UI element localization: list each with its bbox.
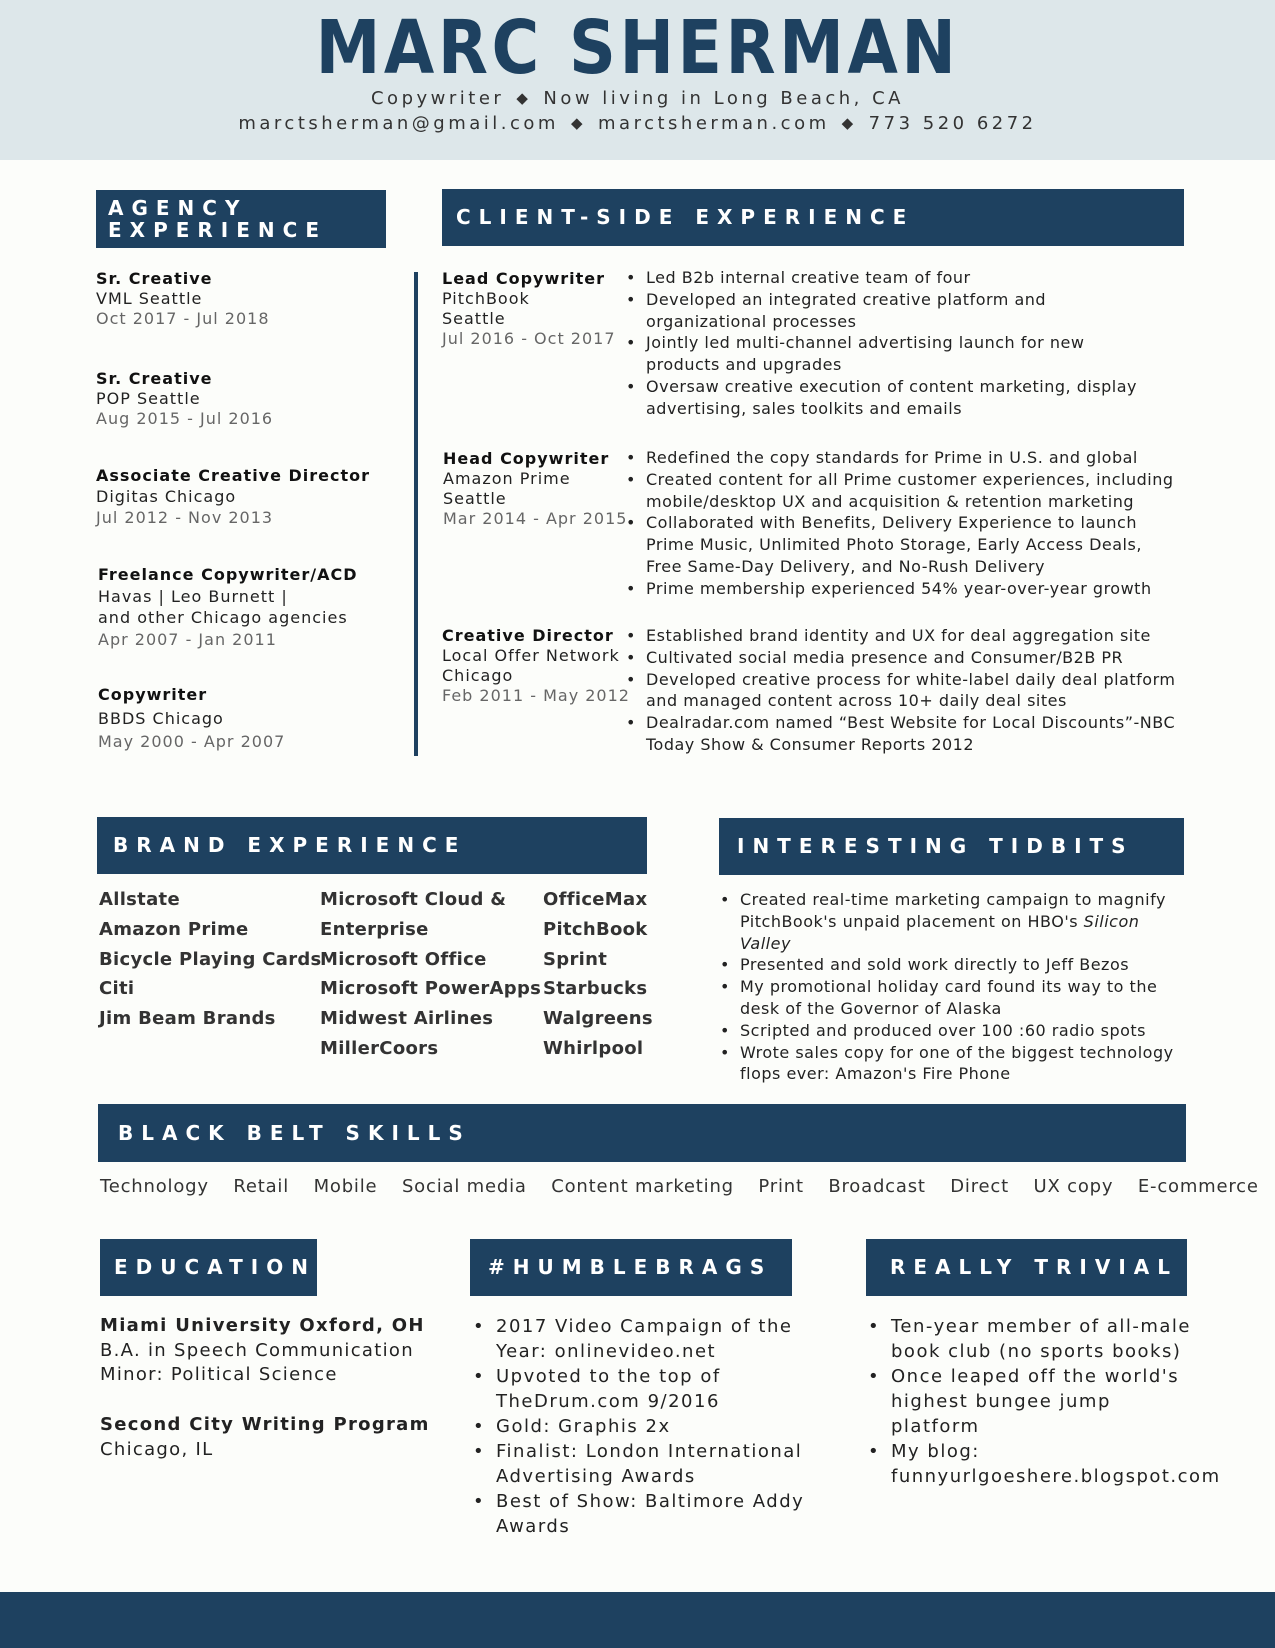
degree: B.A. in Speech Communication bbox=[100, 1339, 414, 1361]
brand-item: Sprint bbox=[543, 948, 608, 970]
bullet-item: • Led B2b internal creative team of four bbox=[624, 267, 1144, 289]
client-job bbox=[442, 626, 630, 706]
bullet-item: • Redefined the copy standards for Prime in U.S. and global bbox=[624, 447, 1176, 469]
skills-heading: BLACK BELT SKILLS bbox=[98, 1104, 1186, 1162]
brand-item: PitchBook bbox=[543, 918, 648, 940]
brand-item: Walgreens bbox=[543, 1008, 653, 1030]
agency-entry bbox=[96, 369, 273, 429]
brand-item: Midwest Airlines bbox=[320, 1008, 494, 1030]
really-trivial-heading: REALLY TRIVIAL bbox=[866, 1239, 1187, 1296]
bullet-item: • Jointly led multi-channel advertising launch for new products and upgrades bbox=[624, 332, 1144, 376]
bullet-item: • Established brand identity and UX for deal aggregation site bbox=[624, 625, 1176, 647]
brand-column bbox=[320, 885, 541, 1064]
entry-title: Freelance Copywriter/ACD bbox=[98, 565, 358, 584]
agency-heading-line1: AGENCY bbox=[108, 195, 248, 220]
bullet-item: • Developed creative process for white-label daily deal platform and managed content across 10+ daily deal sites bbox=[624, 669, 1176, 713]
humblebrag-item: • Gold: Graphis 2x bbox=[471, 1414, 811, 1439]
brand-item: Citi bbox=[99, 978, 135, 1000]
brand-item: MillerCoors bbox=[320, 1037, 439, 1059]
brand-item: Microsoft Cloud & bbox=[320, 889, 507, 910]
brand-item: Enterprise bbox=[320, 918, 429, 940]
humblebrags-list bbox=[471, 1314, 811, 1539]
agency-entry bbox=[96, 465, 370, 528]
entry-title: Sr. Creative bbox=[96, 269, 213, 288]
brand-item: OfficeMax bbox=[543, 889, 648, 910]
education-heading: EDUCATION bbox=[100, 1239, 317, 1296]
skill-item: Content marketing bbox=[551, 1176, 734, 1197]
trivial-list bbox=[866, 1314, 1221, 1489]
brand-item: Bicycle Playing Cards bbox=[99, 948, 322, 970]
job-title: Lead Copywriter bbox=[442, 269, 606, 288]
client-job bbox=[442, 269, 616, 349]
entry-org: Havas | Leo Burnett | bbox=[98, 586, 288, 606]
entry-org: Digitas Chicago bbox=[96, 487, 237, 506]
brand-column bbox=[99, 885, 322, 1034]
footer-band bbox=[0, 1592, 1275, 1648]
brand-experience-heading: BRAND EXPERIENCE bbox=[97, 817, 647, 874]
contact-line bbox=[0, 113, 1275, 134]
agency-experience-heading bbox=[96, 190, 386, 248]
tidbit-text: Created real-time marketing campaign to magnify PitchBook's unpaid placement on HBO's bbox=[740, 890, 1166, 931]
skills-list bbox=[100, 1176, 1275, 1197]
skill-item: E-commerce bbox=[1137, 1176, 1259, 1197]
humblebrag-item: • Best of Show: Baltimore Addy Awards bbox=[471, 1489, 811, 1539]
bullet-item: • Created content for all Prime customer experiences, including mobile/desktop UX and acquisition & retention marketing bbox=[624, 469, 1176, 513]
job-dates: Feb 2011 - May 2012 bbox=[442, 686, 630, 705]
job-title: Creative Director bbox=[442, 626, 614, 645]
agency-heading-line2: EXPERIENCE bbox=[108, 218, 327, 242]
entry-org: POP Seattle bbox=[96, 389, 201, 408]
entry-org: BBDS Chicago bbox=[98, 708, 224, 728]
phone: 773 520 6272 bbox=[868, 113, 1037, 134]
humblebrag-item: • Upvoted to the top of TheDrum.com 9/2016 bbox=[471, 1364, 811, 1414]
website[interactable]: marctsherman.com bbox=[598, 113, 830, 134]
skill-item: Mobile bbox=[313, 1176, 378, 1197]
education-block bbox=[100, 1314, 425, 1388]
entry-org-2: and other Chicago agencies bbox=[98, 608, 348, 627]
bullet-item: • Dealradar.com named “Best Website for Local Discounts”-NBC Today Show & Consumer Reports 2012 bbox=[624, 712, 1176, 756]
diamond-separator-icon: ◆ bbox=[841, 114, 857, 132]
entry-dates: May 2000 - Apr 2007 bbox=[98, 732, 286, 751]
skill-item: Technology bbox=[100, 1176, 209, 1197]
job-city: Seattle bbox=[442, 309, 506, 328]
job-bullets bbox=[624, 267, 1144, 420]
program-city: Chicago, IL bbox=[100, 1438, 214, 1460]
bullet-item: • Cultivated social media presence and Consumer/B2B PR bbox=[624, 647, 1176, 669]
brand-column bbox=[543, 885, 653, 1064]
agency-entry bbox=[96, 269, 270, 329]
skill-item: Direct bbox=[950, 1176, 1009, 1197]
brand-item: Whirlpool bbox=[543, 1037, 644, 1059]
trivial-item: • Ten-year member of all-male book club (no sports books) bbox=[866, 1314, 1196, 1364]
tidbit-item: • My promotional holiday card found its way to the desk of the Governor of Alaska bbox=[718, 976, 1188, 1020]
skill-item: Print bbox=[758, 1176, 804, 1197]
job-dates: Mar 2014 - Apr 2015 bbox=[443, 509, 628, 528]
tidbit-item: • Wrote sales copy for one of the biggest technology flops ever: Amazon's Fire Phone bbox=[718, 1042, 1188, 1086]
tidbits-list bbox=[718, 889, 1188, 1085]
humblebrag-item: • Finalist: London International Advertising Awards bbox=[471, 1439, 811, 1489]
tidbit-item: • Scripted and produced over 100 :60 radio spots bbox=[718, 1020, 1188, 1042]
interesting-tidbits-heading: INTERESTING TIDBITS bbox=[719, 818, 1184, 875]
brand-item: Amazon Prime bbox=[99, 918, 249, 940]
trivial-item: • Once leaped off the world's highest bungee jump platform bbox=[866, 1364, 1196, 1439]
brand-item: Jim Beam Brands bbox=[99, 1008, 276, 1030]
education-block bbox=[100, 1413, 430, 1462]
job-city: Chicago bbox=[442, 666, 514, 685]
skill-item: Retail bbox=[233, 1176, 290, 1197]
entry-dates: Apr 2007 - Jan 2011 bbox=[98, 629, 277, 649]
program-name: Second City Writing Program bbox=[100, 1414, 430, 1435]
humblebrag-item: • 2017 Video Campaign of the Year: onlinevideo.net bbox=[471, 1314, 811, 1364]
tidbit-item bbox=[718, 889, 1188, 954]
client-experience-heading: CLIENT-SIDE EXPERIENCE bbox=[442, 189, 1184, 246]
entry-title: Sr. Creative bbox=[96, 369, 213, 388]
brand-item: Microsoft Office bbox=[320, 948, 487, 970]
humblebrags-heading: #HUMBLEBRAGS bbox=[470, 1239, 792, 1296]
job-company: Local Offer Network bbox=[442, 646, 620, 665]
agency-entry bbox=[98, 564, 358, 650]
location: Now living in Long Beach, CA bbox=[543, 88, 904, 109]
entry-org: VML Seattle bbox=[96, 289, 203, 308]
tidbit-show-name: Silicon Valley bbox=[740, 911, 1140, 953]
job-company: Amazon Prime bbox=[443, 469, 571, 488]
entry-dates: Oct 2017 - Jul 2018 bbox=[96, 309, 270, 328]
entry-dates: Jul 2012 - Nov 2013 bbox=[96, 508, 274, 527]
school-name: Miami University Oxford, OH bbox=[100, 1315, 425, 1336]
job-bullets bbox=[624, 625, 1176, 756]
tagline bbox=[0, 88, 1275, 109]
brand-item: Starbucks bbox=[543, 978, 648, 1000]
skill-item: UX copy bbox=[1033, 1176, 1114, 1197]
skill-item: Broadcast bbox=[828, 1176, 926, 1197]
email[interactable]: marctsherman@gmail.com bbox=[238, 113, 559, 134]
bullet-item: • Developed an integrated creative platform and organizational processes bbox=[624, 289, 1144, 333]
client-job bbox=[443, 449, 627, 529]
skill-item: Social media bbox=[401, 1176, 527, 1197]
job-city: Seattle bbox=[443, 489, 507, 508]
tidbit-item: • Presented and sold work directly to Jeff Bezos bbox=[718, 954, 1188, 976]
job-dates: Jul 2016 - Oct 2017 bbox=[442, 329, 616, 348]
bullet-item: • Collaborated with Benefits, Delivery Experience to launch Prime Music, Unlimited Photo Storage, Early Access Deals, Free Same-Day Delivery, and No-Rush Delivery bbox=[624, 512, 1176, 577]
brand-item: Microsoft PowerApps bbox=[320, 978, 542, 1000]
entry-title: Copywriter bbox=[98, 685, 208, 704]
diamond-separator-icon: ◆ bbox=[570, 114, 587, 132]
bullet-item: • Oversaw creative execution of content marketing, display advertising, sales toolkits and emails bbox=[624, 376, 1144, 420]
agency-entry bbox=[98, 683, 285, 754]
job-title: Head Copywriter bbox=[443, 449, 610, 468]
job-bullets bbox=[624, 447, 1176, 600]
candidate-name: MARC SHERMAN bbox=[315, 5, 960, 91]
entry-dates: Aug 2015 - Jul 2016 bbox=[96, 409, 274, 428]
job-company: PitchBook bbox=[442, 289, 530, 308]
trivial-item: • My blog: funnyurlgoeshere.blogspot.com bbox=[866, 1439, 1196, 1489]
bullet-item: • Prime membership experienced 54% year-over-year growth bbox=[624, 578, 1176, 600]
brand-item: Allstate bbox=[99, 889, 180, 910]
timeline-divider bbox=[414, 272, 418, 756]
diamond-separator-icon: ◆ bbox=[516, 89, 532, 107]
minor: Minor: Political Science bbox=[100, 1364, 338, 1385]
entry-title: Associate Creative Director bbox=[96, 466, 371, 485]
role: Copywriter bbox=[370, 88, 505, 109]
